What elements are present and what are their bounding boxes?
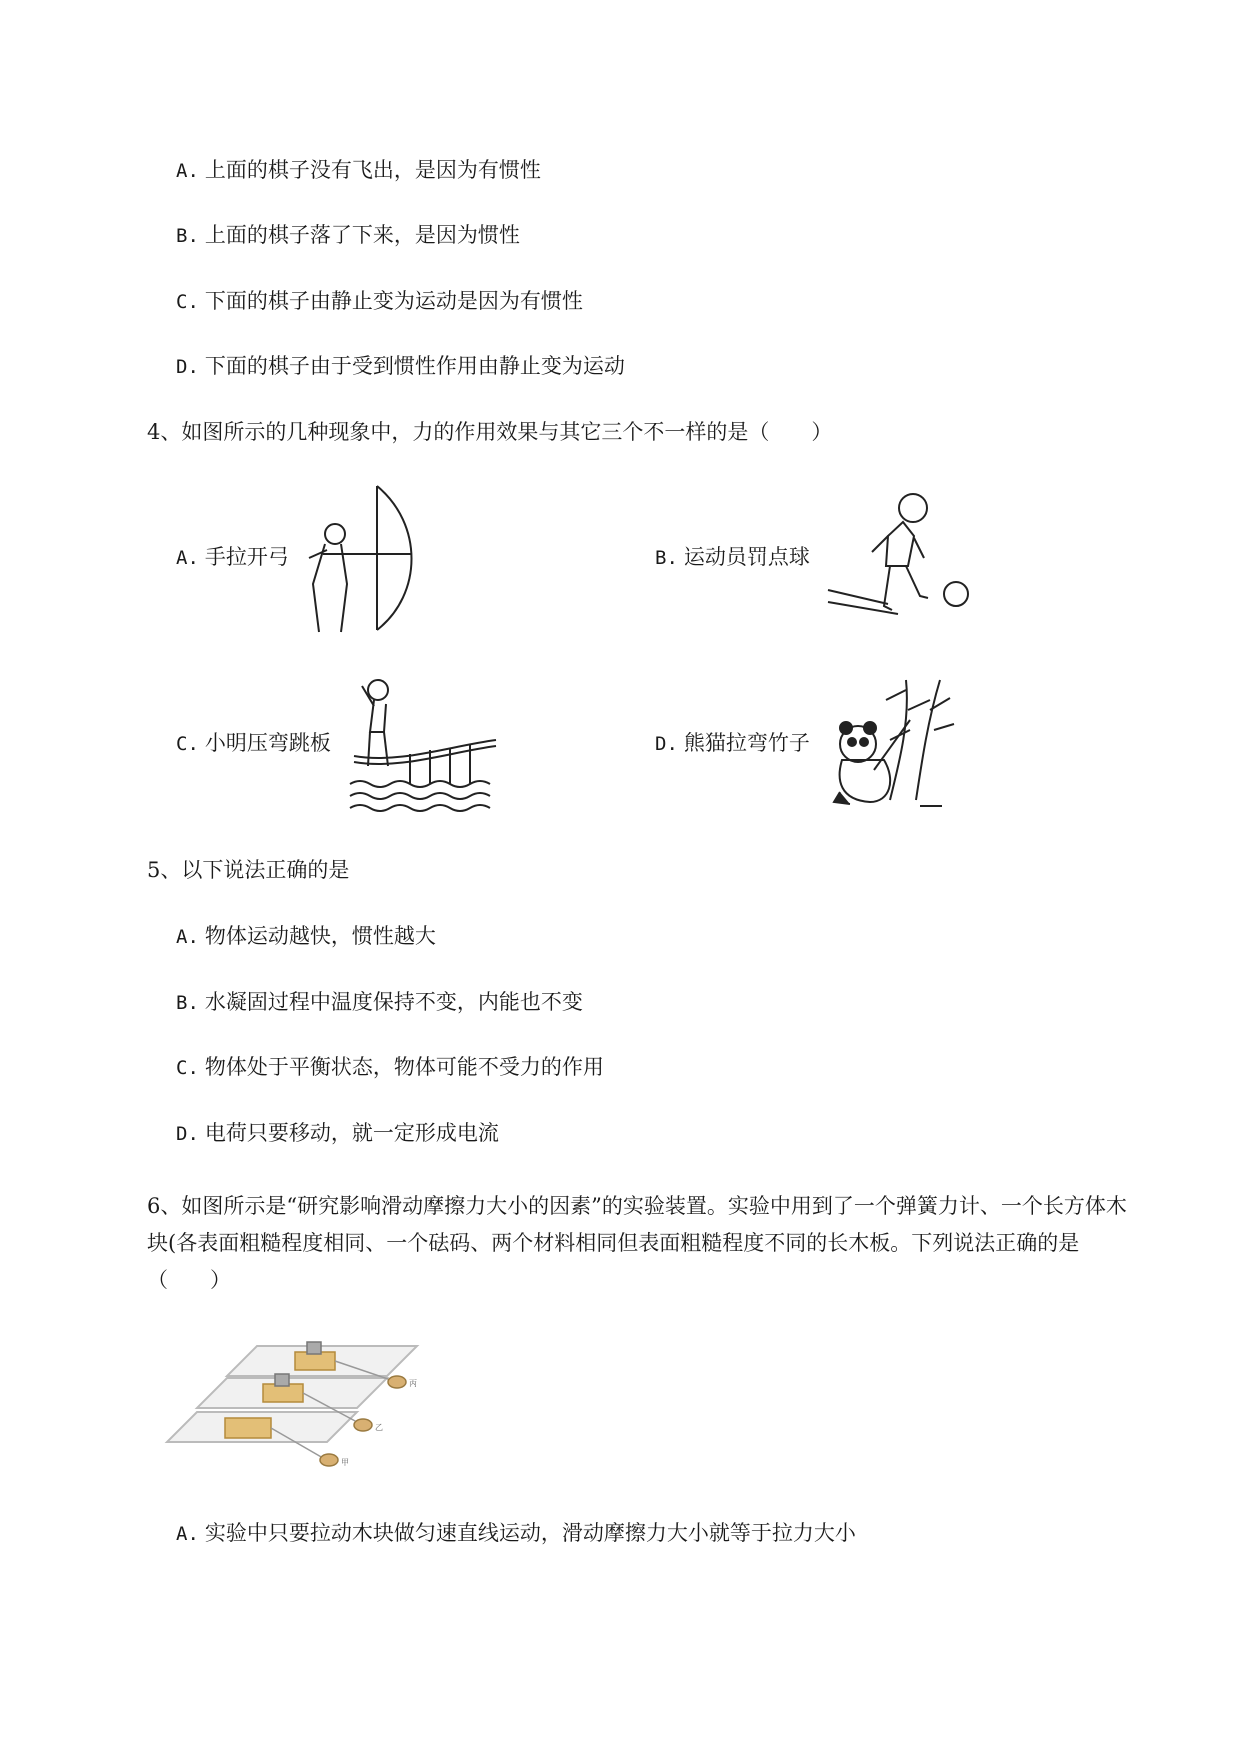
friction-experiment-figure <box>177 1338 427 1483</box>
q6-stem: 6、如图所示是“研究影响滑动摩擦力大小的因素”的实验装置。实验中用到了一个弹簧力计、一个长方体木块(各表面粗糙程度相同、一个砝码、两个材料相同但表面粗糙程度不同的长木板。下列说法正确的是（ ） <box>147 1194 1127 1292</box>
footballer-figure <box>828 486 978 626</box>
q3-option-c: C. 下面的棋子由静止变为运动是因为有惯性 <box>176 289 583 313</box>
figure-label-bing: 丙 <box>409 1379 417 1388</box>
q6-option-a: A. 实验中只要拉动木块做匀速直线运动，滑动摩擦力大小就等于拉力大小 <box>176 1521 856 1545</box>
figure-label-jia: 甲 <box>341 1458 349 1467</box>
archer-figure <box>305 484 425 634</box>
q4-option-d: D. 熊猫拉弯竹子 <box>655 731 810 755</box>
q5-option-a: A. 物体运动越快，惯性越大 <box>176 924 436 948</box>
q5-stem: 5、以下说法正确的是 <box>147 858 350 882</box>
q4-stem: 4、如图所示的几种现象中，力的作用效果与其它三个不一样的是（ ） <box>147 420 833 444</box>
q3-option-d: D. 下面的棋子由于受到惯性作用由静止变为运动 <box>176 354 625 378</box>
panda-bamboo-figure <box>830 680 960 810</box>
q4-option-c: C. 小明压弯跳板 <box>176 731 331 755</box>
q3-option-b: B. 上面的棋子落了下来，是因为惯性 <box>176 223 520 247</box>
q4-option-a: A. 手拉开弓 <box>176 545 289 569</box>
q4-option-b: B. 运动员罚点球 <box>655 545 810 569</box>
q5-option-b: B. 水凝固过程中温度保持不变，内能也不变 <box>176 990 583 1014</box>
diving-board-figure <box>350 676 500 816</box>
q5-option-d: D. 电荷只要移动，就一定形成电流 <box>176 1121 499 1145</box>
figure-label-yi: 乙 <box>375 1423 383 1432</box>
q3-option-a: A. 上面的棋子没有飞出，是因为有惯性 <box>176 158 541 182</box>
q5-option-c: C. 物体处于平衡状态，物体可能不受力的作用 <box>176 1055 604 1079</box>
